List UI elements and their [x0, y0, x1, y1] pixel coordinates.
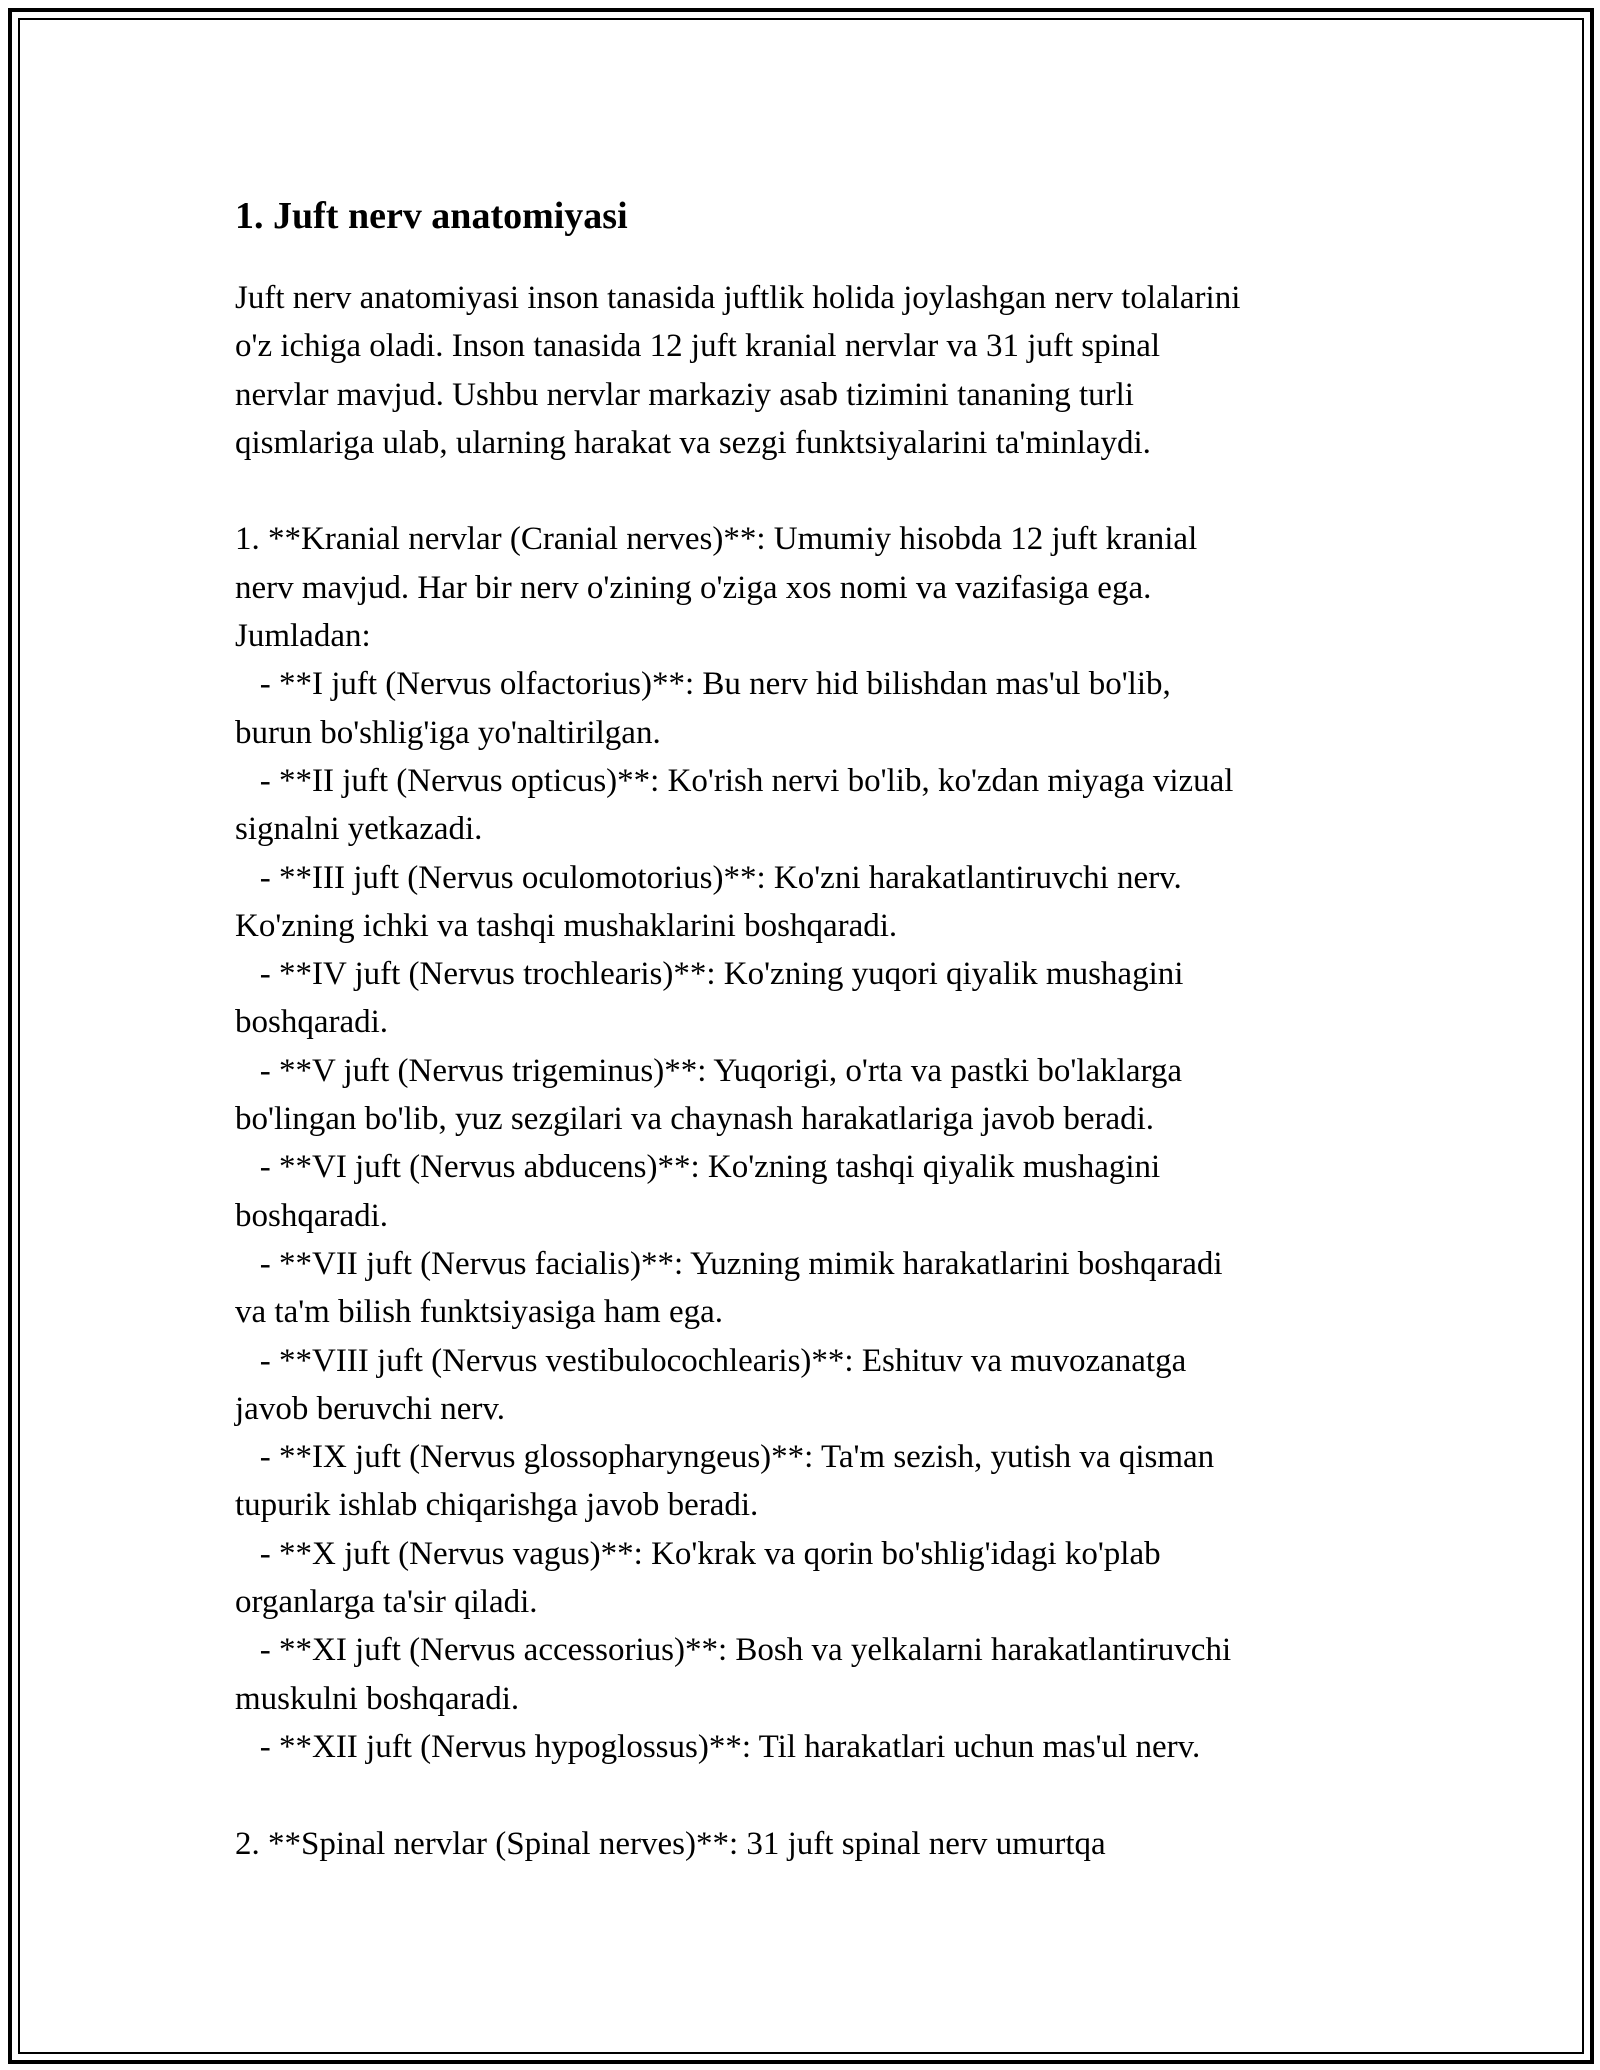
text-line: - **VII juft (Nervus facialis)**: Yuzning mimik harakatlarini boshqaradi: [235, 1245, 1223, 1282]
text-line: - **VI juft (Nervus abducens)**: Ko'zning tashqi qiyalik mushagini: [235, 1149, 1161, 1186]
section-heading: 1. Juft nerv anatomiyasi: [235, 195, 628, 237]
text-line: nervlar mavjud. Ushbu nervlar markaziy asab tizimini tananing turli: [235, 376, 1134, 413]
text-line: - **I juft (Nervus olfactorius)**: Bu nerv hid bilishdan mas'ul bo'lib,: [235, 666, 1171, 703]
text-line: o'z ichiga oladi. Inson tanasida 12 juft kranial nervlar va 31 juft spinal: [235, 328, 1161, 365]
text-line: nerv mavjud. Har bir nerv o'zining o'ziga xos nomi va vazifasiga ega.: [235, 569, 1152, 606]
text-line: - **V juft (Nervus trigeminus)**: Yuqorigi, o'rta va pastki bo'laklarga: [235, 1052, 1183, 1089]
text-line: qismlariga ulab, ularning harakat va sezgi funktsiyalarini ta'minlaydi.: [235, 424, 1151, 461]
text-line: - **XII juft (Nervus hypoglossus)**: Til harakatlari uchun mas'ul nerv.: [235, 1728, 1201, 1765]
text-line: Jumladan:: [235, 618, 371, 655]
text-line: - **VIII juft (Nervus vestibulocochlearis)**: Eshituv va muvozanatga: [235, 1342, 1187, 1379]
text-line: - **IX juft (Nervus glossopharyngeus)**: Ta'm sezish, yutish va qisman: [235, 1439, 1215, 1476]
document-body: [235, 188, 1365, 1868]
text-line: Juft nerv anatomiyasi inson tanasida juftlik holida joylashgan nerv tolalarini: [235, 280, 1241, 316]
text-line: boshqaradi.: [235, 1197, 389, 1234]
text-line: - **IV juft (Nervus trochlearis)**: Ko'zning yuqori qiyalik mushagini: [235, 956, 1184, 993]
text-line: tupurik ishlab chiqarishga javob beradi.: [235, 1487, 759, 1524]
text-line: burun bo'shlig'iga yo'naltirilgan.: [235, 714, 661, 751]
text-line: - **X juft (Nervus vagus)**: Ko'krak va qorin bo'shlig'idagi ko'plab: [235, 1535, 1161, 1572]
text-line: va ta'm bilish funktsiyasiga ham ega.: [235, 1294, 724, 1331]
text-line: bo'lingan bo'lib, yuz sezgilari va chaynash harakatlariga javob beradi.: [235, 1101, 1155, 1138]
text-line: muskulni boshqaradi.: [235, 1680, 520, 1717]
text-line: organlarga ta'sir qiladi.: [235, 1584, 538, 1621]
blank-line: [235, 467, 1365, 515]
text-line: - **II juft (Nervus opticus)**: Ko'rish nervi bo'lib, ko'zdan miyaga vizual: [235, 762, 1234, 799]
text-line: signalni yetkazadi.: [235, 811, 483, 848]
text-line: boshqaradi.: [235, 1004, 389, 1041]
text-line: - **III juft (Nervus oculomotorius)**: Ko'zni harakatlantiruvchi nerv.: [235, 859, 1182, 896]
blank-line: [235, 1771, 1365, 1819]
text-lines: [235, 274, 1365, 1868]
text-line: - **XI juft (Nervus accessorius)**: Bosh va yelkalarni harakatlantiruvchi: [235, 1632, 1232, 1669]
text-line: 2. **Spinal nervlar (Spinal nerves)**: 31 juft spinal nerv umurtqa: [235, 1825, 1106, 1862]
text-line: Ko'zning ichki va tashqi mushaklarini boshqaradi.: [235, 907, 898, 944]
text-line: 1. **Kranial nervlar (Cranial nerves)**: Umumiy hisobda 12 juft kranial: [235, 521, 1198, 558]
text-line: javob beruvchi nerv.: [235, 1390, 506, 1427]
